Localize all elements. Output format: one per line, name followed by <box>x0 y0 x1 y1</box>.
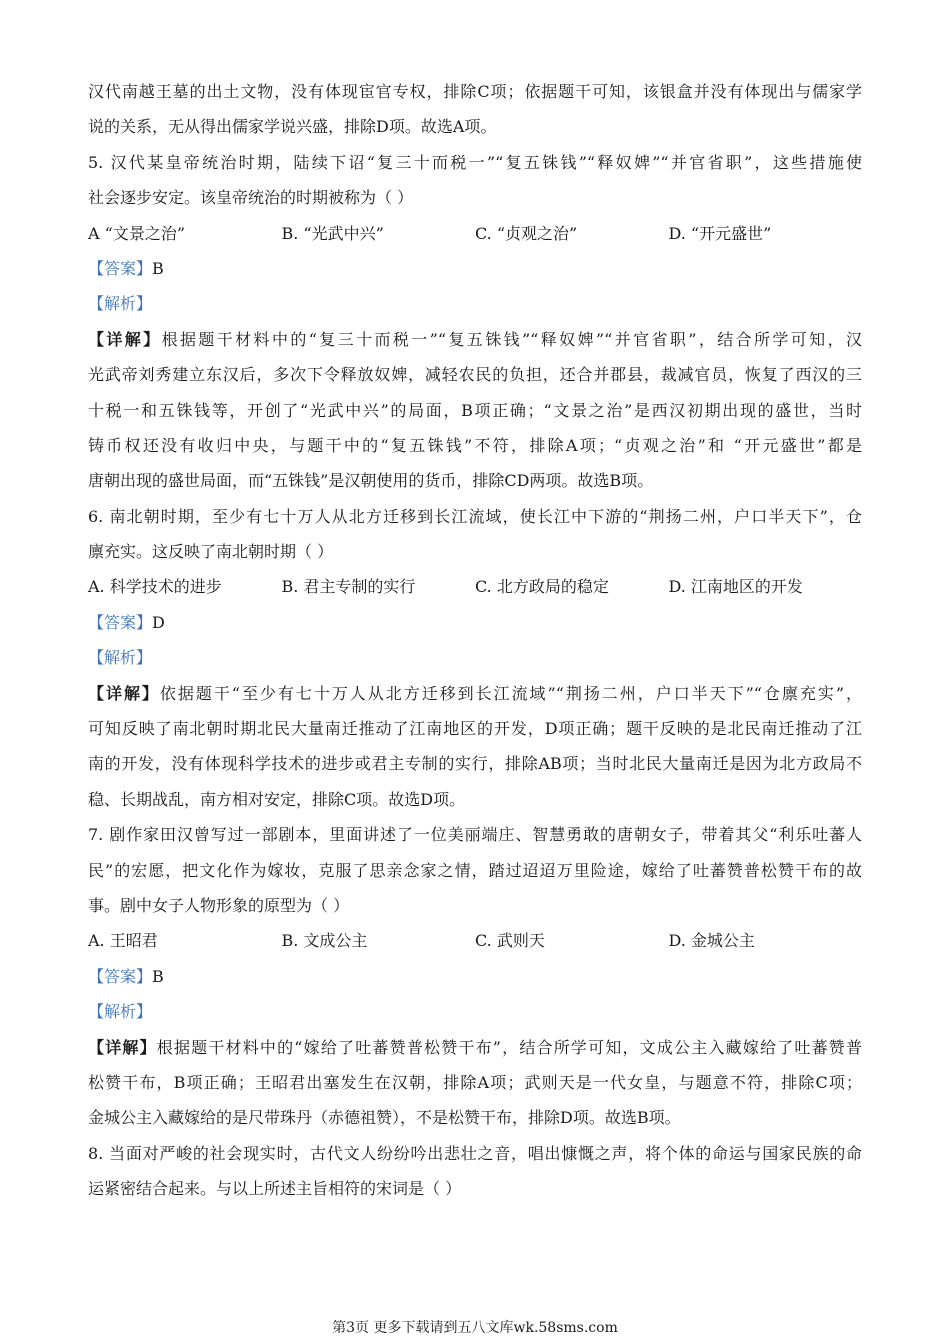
document-body <box>88 74 862 1207</box>
question-6-detail: 可知反映了南北朝时期北民大量南迁推动了江南地区的开发，D项正确；题干反映的是北民南迁推动了江 <box>88 719 862 739</box>
paragraph-line: 汉代南越王墓的出土文物，没有体现宦官专权，排除C项；依据题干可知，该银盒并没有体现出与儒家学 <box>88 82 862 101</box>
question-5-detail: 光武帝刘秀建立东汉后，多次下令释放奴婢，减轻农民的负担，还合并郡县，裁减官员，恢复了西汉的三 <box>88 365 862 385</box>
question-5-options <box>88 216 862 251</box>
question-5-detail: 铸币权还没有收归中央，与题干中的“复五铢钱”不符，排除A项；“贞观之治”和 “开元盛世”都是 <box>88 435 862 455</box>
question-5-detail: 十税一和五铢钱等，开创了“光武中兴”的局面，B项正确；“文景之治”是西汉初期出现的盛世，当时 <box>88 400 862 420</box>
question-6-detail: 南的开发，没有体现科学技术的进步或君主专制的实行，排除AB项；当时北民大量南迁是因为北方政局不 <box>88 754 862 774</box>
question-5-answer <box>88 251 862 286</box>
question-6-detail <box>88 676 862 711</box>
question-7-answer <box>88 959 862 994</box>
answer-label: 【答案】 <box>88 966 153 986</box>
detail-label: 【详解】 <box>88 329 162 349</box>
option-b: B. “光武中兴” <box>281 223 384 243</box>
detail-label: 【详解】 <box>88 683 160 703</box>
answer-value: B <box>152 966 164 986</box>
analysis-label: 【解析】 <box>88 1002 153 1022</box>
page-footer: 第3页 更多下载请到五八文库wk.58sms.com <box>332 1320 618 1336</box>
detail-label: 【详解】 <box>88 1037 157 1057</box>
option-b: B. 文成公主 <box>281 931 368 951</box>
detail-text: 根据题干材料中的“嫁给了吐蕃赞普松赞干布”，结合所学可知，文成公主入藏嫁给了吐蕃赞普 <box>156 1037 862 1057</box>
answer-value: B <box>152 258 164 278</box>
question-5-stem: 社会逐步安定。该皇帝统治的时期被称为（ ） <box>88 188 414 208</box>
question-7-detail: 金城公主入藏嫁给的是尺带珠丹（赤德祖赞），不是松赞干布，排除D项。故选B项。 <box>88 1108 681 1128</box>
question-7-detail: 松赞干布，B项正确；王昭君出塞发生在汉朝，排除A项；武则天是一代女皇，与题意不符，排除C项； <box>88 1072 862 1092</box>
question-7-stem: 民”的宏愿，把文化作为嫁妆，克服了思亲念家之情，踏过迢迢万里险途，嫁给了吐蕃赞普松赞干布的故 <box>88 860 862 880</box>
paragraph-line: 说的关系，无从得出儒家学说兴盛，排除D项。故选A项。 <box>88 117 497 137</box>
question-6-detail: 稳、长期战乱，南方相对安定，排除C项。故选D项。 <box>88 789 466 809</box>
option-d: D. “开元盛世” <box>668 223 772 243</box>
question-6-stem: 6. 南北朝时期，至少有七十万人从北方迁移到长江流域，使长江中下游的“荆扬二州，户口半天下”，仓 <box>88 506 862 526</box>
question-6-options <box>88 569 862 604</box>
question-7-options <box>88 923 862 958</box>
answer-label: 【答案】 <box>88 258 153 278</box>
option-c: C. 武则天 <box>475 931 545 951</box>
option-d: D. 江南地区的开发 <box>668 577 803 597</box>
answer-label: 【答案】 <box>88 612 153 632</box>
question-7-detail <box>88 1030 862 1065</box>
question-8-stem: 8. 当面对严峻的社会现实时，古代文人纷纷吟出悲壮之音，唱出慷慨之声，将个体的命运与国家民族的命 <box>88 1143 862 1163</box>
question-8-stem: 运紧密结合起来。与以上所述主旨相符的宋词是（ ） <box>88 1179 462 1199</box>
option-a: A “文景之治” <box>88 223 186 243</box>
question-6-answer <box>88 605 862 640</box>
option-a: A. 王昭君 <box>88 931 158 951</box>
detail-text: 依据题干“至少有七十万人从北方迁移到长江流域”“荆扬二州，户口半天下”“仓廪充实”， <box>159 683 862 703</box>
question-5-detail: 唐朝出现的盛世局面，而“五铢钱”是汉朝使用的货币，排除CD两项。故选B项。 <box>88 471 654 491</box>
option-d: D. 金城公主 <box>668 931 755 951</box>
question-7-stem: 事。剧中女子人物形象的原型为（ ） <box>88 895 350 915</box>
detail-text: 根据题干材料中的“复三十而税一”“复五铢钱”“释奴婢”“并官省职”，结合所学可知，汉 <box>161 329 862 349</box>
analysis-label: 【解析】 <box>88 294 153 314</box>
option-c: C. “贞观之治” <box>475 223 578 243</box>
question-7-stem: 7. 剧作家田汉曾写过一部剧本，里面讲述了一位美丽端庄、智慧勇敢的唐朝女子，带着其父“利乐吐蕃人 <box>88 825 862 845</box>
option-b: B. 君主专制的实行 <box>281 577 416 597</box>
question-5-stem: 5. 汉代某皇帝统治时期，陆续下诏“复三十而税一”“复五铢钱”“释奴婢”“并官省职”，这些措施使 <box>88 152 862 172</box>
question-6-stem: 廪充实。这反映了南北朝时期（ ） <box>88 542 334 562</box>
analysis-label: 【解析】 <box>88 648 153 668</box>
question-5-detail <box>88 322 862 357</box>
answer-value: D <box>152 612 165 632</box>
option-a: A. 科学技术的进步 <box>88 577 222 597</box>
option-c: C. 北方政局的稳定 <box>475 577 609 597</box>
